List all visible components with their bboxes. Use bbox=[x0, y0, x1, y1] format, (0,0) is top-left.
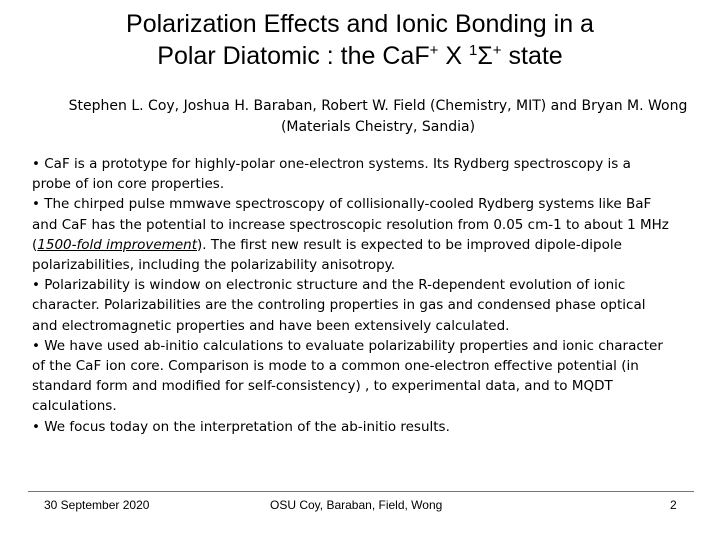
title-line-1: Polarization Effects and Ionic Bonding in a bbox=[126, 10, 594, 38]
title-line-2-end: state bbox=[501, 42, 563, 70]
bullet-1: • CaF is a prototype for highly-polar one-electron systems. Its Rydberg spectroscopy is a probe of ion core properties. bbox=[32, 156, 631, 193]
bullet-2-end: ). The first new result is expected to be improved dipole-dipole polarizabilities, including the polarizability anisotropy. bbox=[32, 236, 622, 274]
footer-authors: OSU Coy, Baraban, Field, Wong bbox=[270, 498, 443, 512]
bullet-list bbox=[32, 154, 672, 437]
bullet-4: • We have used ab-initio calculations to evaluate polarizability properties and ionic character of the CaF ion core. Comparison is mode to a common one-electron effective potential (in standard form and modified for self-consistency) , to experimental data, and to MQDT calculations. bbox=[32, 337, 663, 415]
title-sigma: Σ bbox=[477, 42, 493, 70]
footer-date: 30 September 2020 bbox=[44, 498, 150, 512]
title-state-x: X bbox=[438, 42, 469, 70]
bullet-2-emphasis: 1500-fold improvement bbox=[37, 236, 198, 253]
bullet-2 bbox=[32, 194, 672, 275]
title-line-2 bbox=[20, 40, 700, 72]
title-superscript-one: 1 bbox=[468, 42, 478, 59]
page-number: 2 bbox=[670, 498, 677, 512]
title-superscript-plus-2: + bbox=[492, 42, 502, 59]
authors: Stephen L. Coy, Joshua H. Baraban, Robert W. Field (Chemistry, MIT) and Bryan M. Wong (Materials Cheistry, Sandia) bbox=[68, 98, 688, 135]
bullet-5: • We focus today on the interpretation of the ab-initio results. bbox=[32, 418, 450, 435]
bullet-2-start: • The chirped pulse mmwave spectroscopy of collisionally-cooled Rydberg systems like BaF and CaF has the potential to increase spectroscopic resolution from 0.05 cm-1 to about 1 MHz ( bbox=[32, 196, 669, 253]
footer-divider bbox=[28, 491, 694, 492]
slide-title bbox=[20, 8, 700, 72]
bullet-3: • Polarizability is window on electronic structure and the R-dependent evolution of ionic character. Polarizabilities are the controling properties in gas and condensed phase optical and electromagnetic properties and have been extensively calculated. bbox=[32, 277, 646, 334]
title-superscript-plus: + bbox=[429, 42, 439, 59]
title-line-2-start: Polar Diatomic : the CaF bbox=[157, 42, 430, 70]
